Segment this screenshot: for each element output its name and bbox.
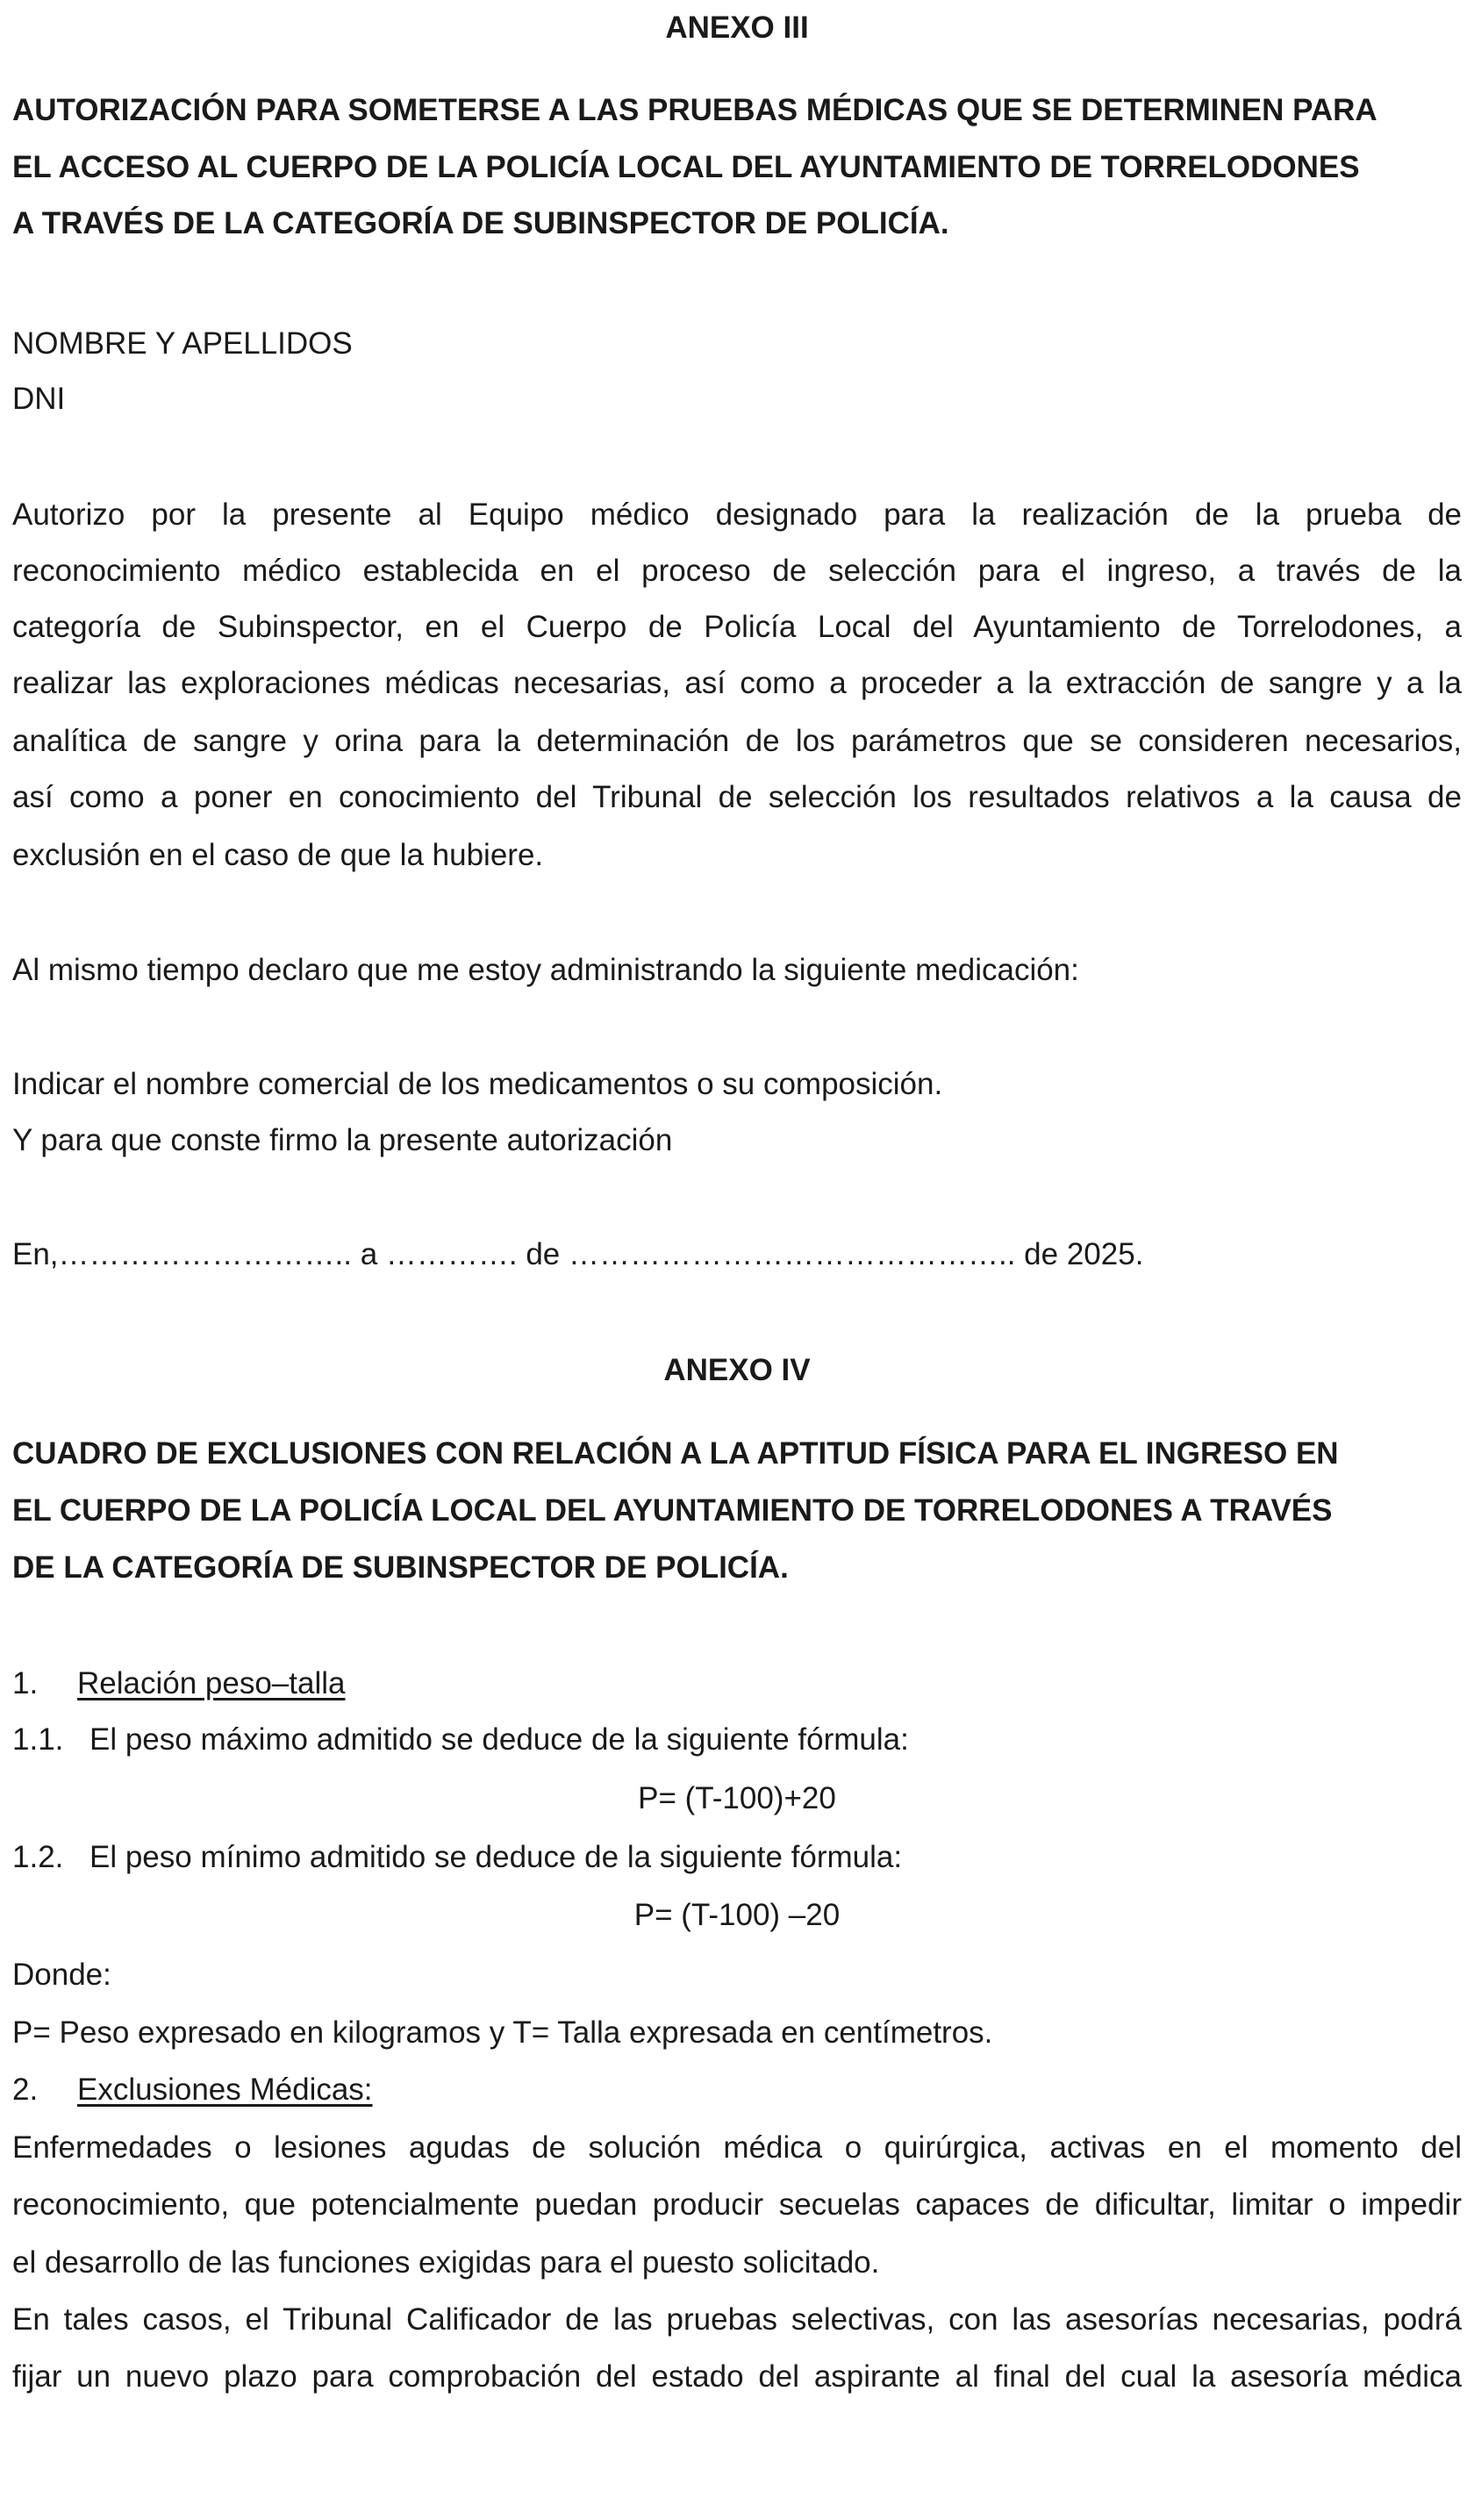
anexo-iv-title-line: DE LA CATEGORÍA DE SUBINSPECTOR DE POLICÍA.	[12, 1550, 789, 1585]
anexo-iv-title-line: CUADRO DE EXCLUSIONES CON RELACIÓN A LA APTITUD FÍSICA PARA EL INGRESO EN	[12, 1436, 1339, 1471]
sign-statement: Y para que conste firmo la presente autorización	[12, 1123, 673, 1157]
section-1-number: 1.	[12, 1666, 39, 1700]
section-2-title: Exclusiones Médicas:	[77, 2073, 373, 2107]
field-dni: DNI	[12, 382, 66, 416]
authorization-paragraph-line: Autorizo por la presente al Equipo médico designado para la realización de la prueba de	[12, 498, 1462, 532]
item-1-2-number: 1.2.	[12, 1840, 64, 1874]
item-1-2	[12, 1840, 1462, 1875]
anexo-iii-heading: ANEXO III	[665, 11, 809, 45]
item-1-1	[12, 1722, 1462, 1758]
donde-label: Donde:	[12, 1958, 111, 1992]
authorization-paragraph-line: analítica de sangre y orina para la determinación de los parámetros que se consideren necesarios,	[12, 724, 1462, 758]
definitions: P= Peso expresado en kilogramos y T= Talla expresada en centímetros.	[12, 2015, 993, 2050]
section-2-number: 2.	[12, 2073, 39, 2107]
item-1-1-number: 1.1.	[12, 1722, 64, 1757]
anexo-iii-title-line: A TRAVÉS DE LA CATEGORÍA DE SUBINSPECTOR DE POLICÍA.	[12, 206, 949, 240]
authorization-paragraph-line: categoría de Subinspector, en el Cuerpo de Policía Local del Ayuntamiento de Torrelodones, a	[12, 610, 1462, 644]
tribunal-paragraph-line: En tales casos, el Tribunal Calificador de las pruebas selectivas, con las asesorías necesarias, podrá	[12, 2302, 1462, 2337]
item-1-1-text: El peso máximo admitido se deduce de la siguiente fórmula:	[89, 1722, 909, 1757]
place-date-line: En,……………………….. a …………. de …………………………………….. de 2025.	[12, 1237, 1144, 1271]
authorization-paragraph-line: así como a poner en conocimiento del Tribunal de selección los resultados relativos a la causa de	[12, 780, 1462, 814]
anexo-iii-title-line: AUTORIZACIÓN PARA SOMETERSE A LAS PRUEBAS MÉDICAS QUE SE DETERMINEN PARA	[12, 93, 1377, 127]
section-1-title: Relación peso–talla	[77, 1666, 346, 1700]
tribunal-paragraph-line: fijar un nuevo plazo para comprobación del estado del aspirante al final del cual la asesoría médica	[12, 2359, 1462, 2394]
authorization-paragraph-line: exclusión en el caso de que la hubiere.	[12, 838, 544, 872]
section-2-heading	[12, 2073, 1462, 2108]
medication-declaration: Al mismo tiempo declaro que me estoy administrando la siguiente medicación:	[12, 953, 1079, 987]
exclusion-paragraph-line: reconocimiento, que potencialmente puedan producir secuelas capaces de dificultar, limitar o impedir	[12, 2187, 1462, 2222]
anexo-iv-heading: ANEXO IV	[663, 1353, 811, 1387]
anexo-iv-title-line: EL CUERPO DE LA POLICÍA LOCAL DEL AYUNTAMIENTO DE TORRELODONES A TRAVÉS	[12, 1493, 1333, 1528]
formula-min: P= (T-100) –20	[633, 1898, 841, 1932]
exclusion-paragraph-line: el desarrollo de las funciones exigidas para el puesto solicitado.	[12, 2245, 880, 2280]
section-1-heading	[12, 1666, 1462, 1701]
authorization-paragraph-line: reconocimiento médico establecida en el proceso de selección para el ingreso, a través de la	[12, 554, 1462, 588]
formula-max: P= (T-100)+20	[638, 1781, 836, 1815]
exclusion-paragraph-line: Enfermedades o lesiones agudas de solución médica o quirúrgica, activas en el momento del	[12, 2130, 1462, 2165]
medication-instruction: Indicar el nombre comercial de los medicamentos o su composición.	[12, 1067, 943, 1101]
field-nombre-apellidos: NOMBRE Y APELLIDOS	[12, 326, 353, 361]
authorization-paragraph-line: realizar las exploraciones médicas necesarias, así como a proceder a la extracción de sangre y a la	[12, 666, 1462, 700]
anexo-iii-title-line: EL ACCESO AL CUERPO DE LA POLICÍA LOCAL DEL AYUNTAMIENTO DE TORRELODONES	[12, 150, 1360, 184]
item-1-2-text: El peso mínimo admitido se deduce de la siguiente fórmula:	[89, 1840, 903, 1874]
